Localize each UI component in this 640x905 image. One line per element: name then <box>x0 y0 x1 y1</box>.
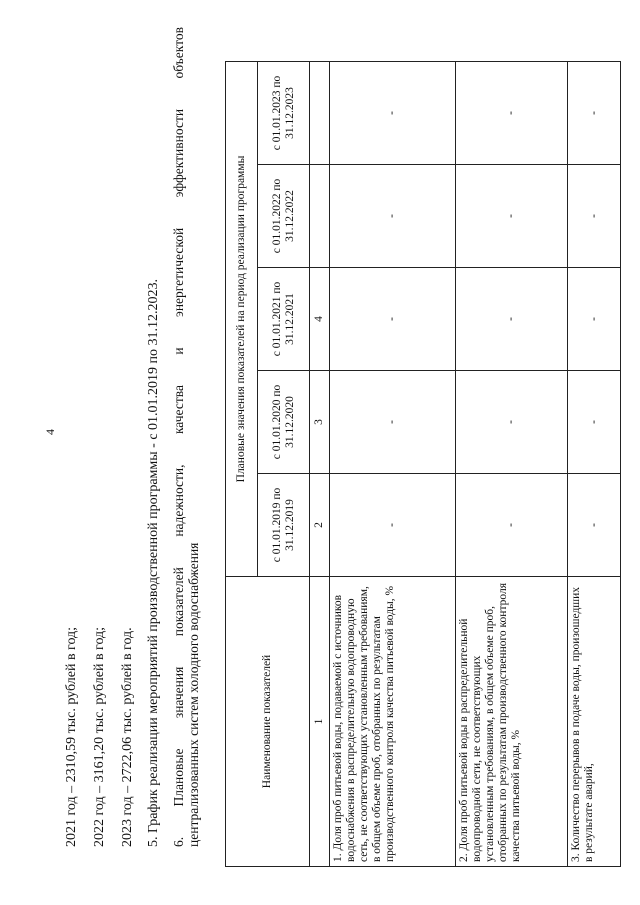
index-cell: 3 <box>310 371 330 474</box>
index-cell <box>310 165 330 268</box>
section-5-heading: 5. График реализации мероприятий производственной программы - с 01.01.2019 по 31.12.2023. <box>146 278 161 847</box>
budget-line-2021: 2021 год – 2310,59 тыс. рублей в год; <box>64 626 79 847</box>
indicator-value: - <box>568 371 621 474</box>
indicator-value: - <box>568 268 621 371</box>
budget-line-2022: 2022 год – 3161,20 тыс. рублей в год; <box>92 626 107 847</box>
indicator-value: - <box>330 371 456 474</box>
indicator-name: 2. Доля проб питьевой воды в распределительной водопроводной сети, не соответствующих установленным требованиям, в общем объеме проб, отобранных по результатам производственного контроля качества питьевой воды, % <box>456 577 568 867</box>
period-header: с 01.01.2020 по 31.12.2020 <box>258 371 310 474</box>
indicator-value: - <box>330 165 456 268</box>
table-row <box>568 62 621 867</box>
period-header: с 01.01.2023 по 31.12.2023 <box>258 62 310 165</box>
indicator-value: - <box>456 371 568 474</box>
section-6-heading-line-2: централизованных систем холодного водоснабжения <box>186 542 201 847</box>
indicator-value: - <box>330 474 456 577</box>
indicator-value: - <box>456 165 568 268</box>
indicator-name: 1. Доля проб питьевой воды, подаваемой с источников водоснабжения в распределительную водопроводную сеть, не соответствующих установленным требованиям, в общем объеме проб, отобранных по результатам производственного контроля качества питьевой воды, % <box>330 577 456 867</box>
col-name-header: Наименование показателей <box>226 577 310 867</box>
indicators-table <box>225 61 621 867</box>
indicator-value: - <box>330 268 456 371</box>
indicator-value: - <box>568 474 621 577</box>
page-number: 4 <box>43 429 57 435</box>
section-6-heading-line-1: 6. Плановые значения показателей надежности, качества и энергетической эффективности объектов <box>171 27 186 847</box>
index-cell: 4 <box>310 268 330 371</box>
period-header: с 01.01.2021 по 31.12.2021 <box>258 268 310 371</box>
indicator-value: - <box>456 474 568 577</box>
indicator-value: - <box>568 62 621 165</box>
plan-header: Плановые значения показателей на период реализации программы <box>226 62 258 577</box>
indicator-value: - <box>456 268 568 371</box>
index-cell: 2 <box>310 474 330 577</box>
indicator-value: - <box>456 62 568 165</box>
index-cell: 1 <box>310 577 330 867</box>
table-row <box>330 62 456 867</box>
indicator-name: 3. Количество перерывов в подаче воды, произошедших в результате аварий, <box>568 577 621 867</box>
period-header: с 01.01.2022 по 31.12.2022 <box>258 165 310 268</box>
period-header: с 01.01.2019 по 31.12.2019 <box>258 474 310 577</box>
indicator-value: - <box>568 165 621 268</box>
budget-line-2023: 2023 год – 2722,06 тыс. рублей в год. <box>120 627 135 847</box>
table-row <box>456 62 568 867</box>
indicator-value: - <box>330 62 456 165</box>
index-cell <box>310 62 330 165</box>
section-6-heading <box>171 27 201 847</box>
